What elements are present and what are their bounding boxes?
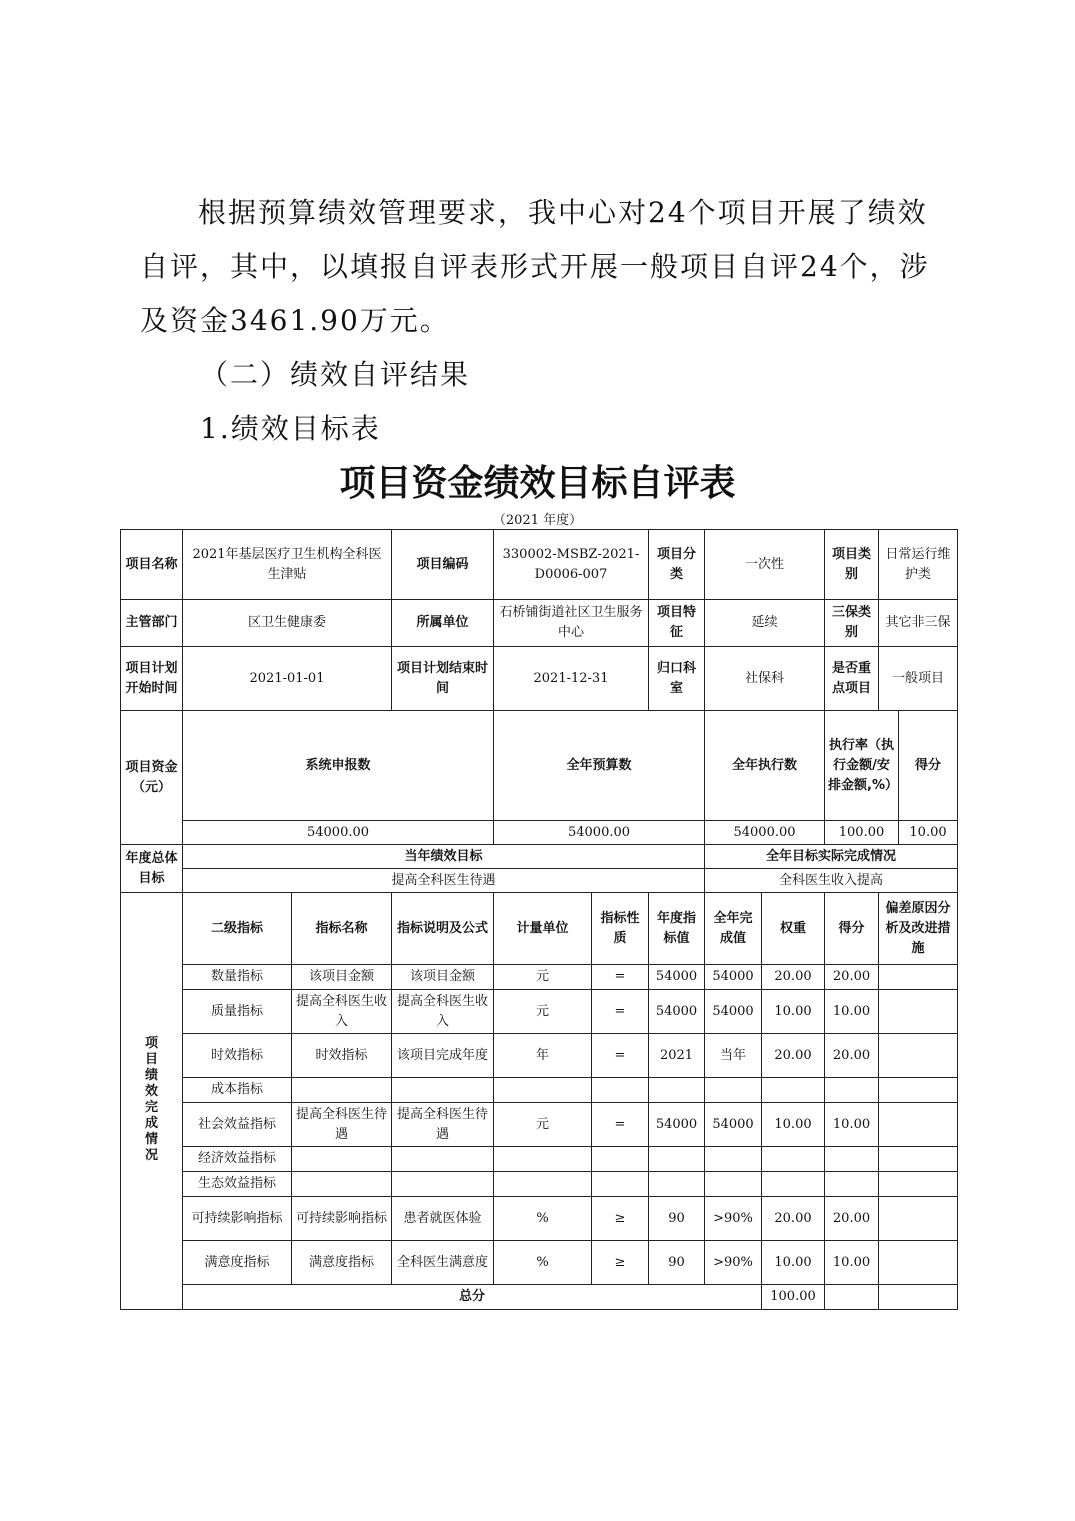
ind-header-desc: 指标说明及公式 [392,893,494,965]
ind-header-actual: 全年完成值 [705,893,762,965]
table-cell [825,1172,879,1197]
label-overall-goal: 年度总体目标 [121,845,183,893]
table-cell: 10.00 [825,1103,879,1147]
table-cell [879,1103,958,1147]
table-cell [649,1172,705,1197]
table-cell: 54000 [649,965,705,990]
table-cell [494,1172,592,1197]
table-cell: ≥ [592,1197,649,1241]
table-cell [592,1078,649,1103]
table-cell: 20.00 [762,1034,825,1078]
table-cell [392,1172,494,1197]
table-cell: 社会效益指标 [183,1103,292,1147]
table-cell: 该项目金额 [292,965,392,990]
label-sys-declare: 系统申报数 [183,711,494,821]
table-cell: = [592,1103,649,1147]
table-cell [392,1147,494,1172]
table-cell: 54000 [705,990,762,1034]
value-project-type: 日常运行维护类 [879,530,958,600]
table-cell: 提高全科医生收入 [392,990,494,1034]
table-cell [292,1078,392,1103]
table-cell: 提高全科医生待遇 [292,1103,392,1147]
value-exec-rate: 100.00 [825,821,899,845]
table-cell: 54000 [649,990,705,1034]
value-funds-score: 10.00 [899,821,958,845]
value-supervisor: 区卫生健康委 [183,600,392,647]
label-project-type: 项目类别 [825,530,879,600]
value-project-name: 2021年基层医疗卫生机构全科医生津贴 [183,530,392,600]
total-note-empty [879,1285,958,1310]
form-title: 项目资金绩效目标自评表 [339,463,736,504]
table-cell [879,1078,958,1103]
table-cell: = [592,990,649,1034]
intro-paragraph [140,186,940,348]
table-cell: 患者就医体验 [392,1197,494,1241]
value-annual-exec: 54000.00 [705,821,825,845]
form-year: （2021 年度） [492,513,583,528]
table-cell: 90 [649,1241,705,1285]
label-sanbao-type: 三保类别 [825,600,879,647]
table-cell [879,1241,958,1285]
label-actual-completion: 全年目标实际完成情况 [705,845,958,869]
table-cell: = [592,1034,649,1078]
table-cell [592,1147,649,1172]
table-cell: 20.00 [762,965,825,990]
table-cell: 满意度指标 [183,1241,292,1285]
label-supervisor: 主管部门 [121,600,183,647]
label-completion-section: 项目绩效完成情况 [121,893,183,1310]
table-cell: 提高全科医生待遇 [392,1103,494,1147]
label-total: 总分 [183,1285,762,1310]
table-cell [879,1034,958,1078]
table-cell: 20.00 [825,1197,879,1241]
table-cell [705,1078,762,1103]
table-cell: 10.00 [762,1103,825,1147]
label-funds-score: 得分 [899,711,958,821]
ind-header-name: 指标名称 [292,893,392,965]
performance-form [120,529,958,1310]
label-annual-budget: 全年预算数 [494,711,705,821]
table-cell [879,1147,958,1172]
table-cell [494,1147,592,1172]
value-feature: 延续 [705,600,825,647]
table-cell: 生态效益指标 [183,1172,292,1197]
table-cell: 20.00 [762,1197,825,1241]
table-cell [825,1147,879,1172]
label-is-key: 是否重点项目 [825,647,879,711]
value-annual-budget: 54000.00 [494,821,705,845]
label-project-code: 项目编码 [392,530,494,600]
table-cell: 10.00 [825,1241,879,1285]
table-cell: 10.00 [762,1241,825,1285]
table-cell: 该项目完成年度 [392,1034,494,1078]
table-cell [494,1078,592,1103]
table-cell: 提高全科医生收入 [292,990,392,1034]
table-cell [649,1078,705,1103]
table-cell: 54000 [705,965,762,990]
label-current-goal: 当年绩效目标 [183,845,705,869]
label-office: 归口科室 [649,647,705,711]
label-project-name: 项目名称 [121,530,183,600]
table-cell [879,1197,958,1241]
heading-goal-table: 1.绩效目标表 [200,412,381,445]
table-cell: ≥ [592,1241,649,1285]
table-cell: 20.00 [825,1034,879,1078]
table-cell: 元 [494,1103,592,1147]
label-feature: 项目特征 [649,600,705,647]
table-cell: 全科医生满意度 [392,1241,494,1285]
table-cell [392,1078,494,1103]
table-cell [705,1172,762,1197]
label-annual-exec: 全年执行数 [705,711,825,821]
label-unit: 所属单位 [392,600,494,647]
table-cell: 元 [494,965,592,990]
table-cell: >90% [705,1241,762,1285]
table-cell: 90 [649,1197,705,1241]
value-is-key: 一般项目 [879,647,958,711]
table-cell [879,965,958,990]
table-cell [825,1078,879,1103]
ind-header-note: 偏差原因分析及改进措施 [879,893,958,965]
table-cell: 成本指标 [183,1078,292,1103]
value-project-category: 一次性 [705,530,825,600]
table-cell: 满意度指标 [292,1241,392,1285]
table-cell: 20.00 [825,965,879,990]
value-total-weight: 100.00 [762,1285,825,1310]
label-funds: 项目资金（元） [121,711,183,845]
ind-header-level2: 二级指标 [183,893,292,965]
table-cell [705,1147,762,1172]
table-cell: 10.00 [762,990,825,1034]
ind-header-unit: 计量单位 [494,893,592,965]
value-actual-completion: 全科医生收入提高 [705,869,958,893]
table-cell: % [494,1241,592,1285]
value-project-code: 330002-MSBZ-2021-D0006-007 [494,530,649,600]
value-sanbao-type: 其它非三保 [879,600,958,647]
table-cell: 54000 [649,1103,705,1147]
intro-paragraph-text: 根据预算绩效管理要求，我中心对24个项目开展了绩效自评，其中，以填报自评表形式开展一般项目自评24个，涉及资金3461.90万元。 [140,196,930,337]
table-cell [879,1172,958,1197]
label-project-category: 项目分类 [649,530,705,600]
table-cell: 当年 [705,1034,762,1078]
table-cell: 数量指标 [183,965,292,990]
ind-header-target: 年度指标值 [649,893,705,965]
table-cell [879,990,958,1034]
value-current-goal: 提高全科医生待遇 [183,869,705,893]
table-cell: >90% [705,1197,762,1241]
table-cell [649,1147,705,1172]
value-start-time: 2021-01-01 [183,647,392,711]
table-cell [762,1078,825,1103]
table-cell: 时效指标 [292,1034,392,1078]
table-cell: 可持续影响指标 [292,1197,392,1241]
table-cell: = [592,965,649,990]
table-cell: 54000 [705,1103,762,1147]
table-cell: % [494,1197,592,1241]
ind-header-score: 得分 [825,893,879,965]
table-cell: 可持续影响指标 [183,1197,292,1241]
value-office: 社保科 [705,647,825,711]
table-cell [292,1147,392,1172]
table-cell: 时效指标 [183,1034,292,1078]
ind-header-nature: 指标性质 [592,893,649,965]
table-cell [762,1172,825,1197]
table-cell: 该项目金额 [392,965,494,990]
value-unit: 石桥铺街道社区卫生服务中心 [494,600,649,647]
label-end-time: 项目计划结束时间 [392,647,494,711]
label-exec-rate: 执行率（执行金额/安排金额,%） [825,711,899,821]
table-cell: 经济效益指标 [183,1147,292,1172]
table-cell: 年 [494,1034,592,1078]
total-score-empty [825,1285,879,1310]
table-cell [292,1172,392,1197]
table-cell: 10.00 [825,990,879,1034]
ind-header-weight: 权重 [762,893,825,965]
table-cell [762,1147,825,1172]
table-cell: 元 [494,990,592,1034]
value-sys-declare: 54000.00 [183,821,494,845]
table-cell: 2021 [649,1034,705,1078]
table-cell [592,1172,649,1197]
label-start-time: 项目计划开始时间 [121,647,183,711]
table-cell: 质量指标 [183,990,292,1034]
heading-results: （二）绩效自评结果 [200,358,471,391]
value-end-time: 2021-12-31 [494,647,649,711]
